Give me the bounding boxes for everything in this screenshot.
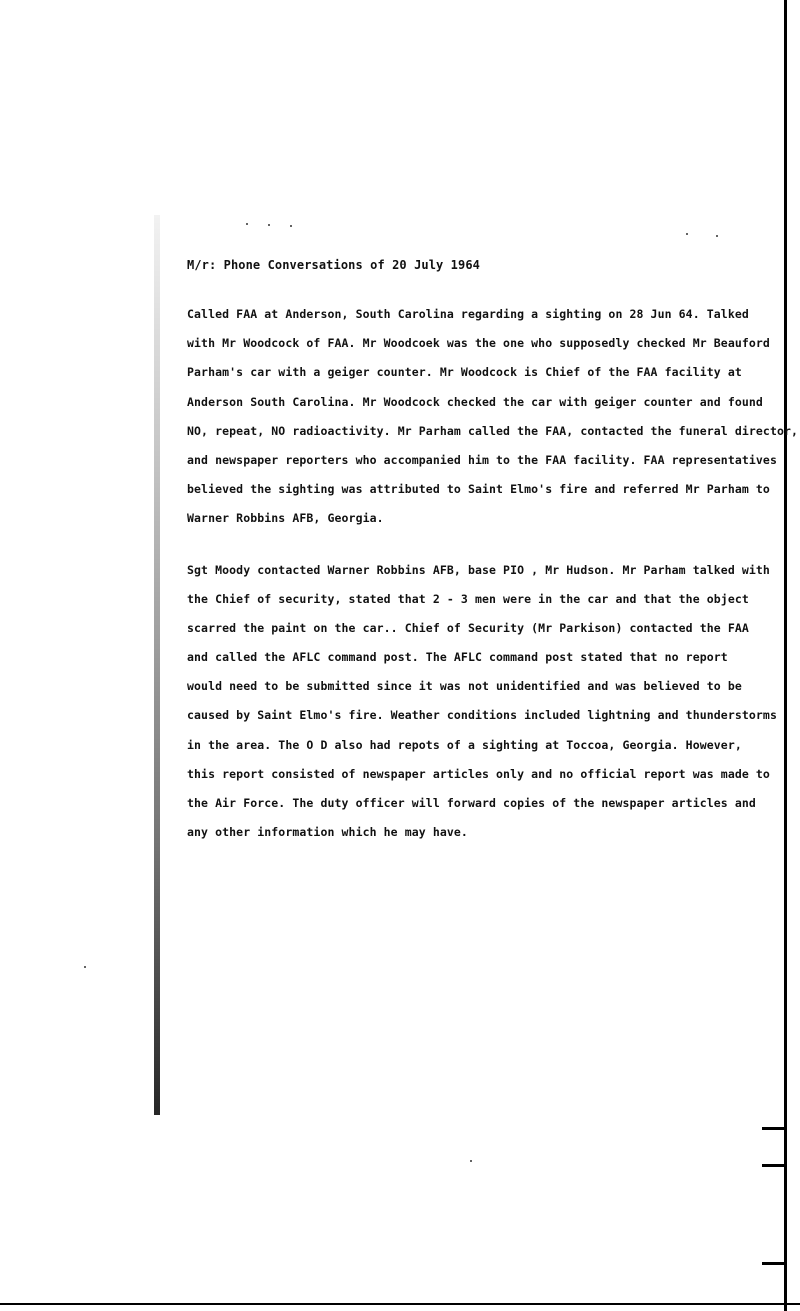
paragraph-1 <box>187 300 799 534</box>
text-line: and newspaper reporters who accompanied him to the FAA facility. FAA representatives <box>187 452 777 467</box>
scan-speck <box>470 1160 472 1162</box>
scan-edge-tick <box>762 1262 786 1265</box>
scan-speck <box>268 224 270 226</box>
text-line: Called FAA at Anderson, South Carolina regarding a sighting on 28 Jun 64. Talked <box>187 307 749 321</box>
scan-edge-tick <box>762 1127 786 1130</box>
scan-bottom-edge <box>0 1303 800 1305</box>
text-line: this report consisted of newspaper articles only and no official report was made to <box>187 766 770 781</box>
text-line: Warner Robbins AFB, Georgia. <box>187 511 384 526</box>
text-line: Parham's car with a geiger counter. Mr Woodcock is Chief of the FAA facility at <box>187 365 742 380</box>
text-line: caused by Saint Elmo's fire. Weather conditions included lightning and thunderstorms <box>187 708 777 723</box>
text-line: Anderson South Carolina. Mr Woodcock checked the car with geiger counter and found <box>187 394 763 409</box>
scan-speck <box>290 225 292 227</box>
text-line: would need to be submitted since it was not unidentified and was believed to be <box>187 679 742 694</box>
paragraph-2 <box>187 556 787 848</box>
text-line: NO, repeat, NO radioactivity. Mr Parham called the FAA, contacted the funeral director, <box>187 423 799 438</box>
scan-speck <box>716 235 718 237</box>
scan-binding-shadow <box>154 215 160 1115</box>
text-line: believed the sighting was attributed to Saint Elmo's fire and referred Mr Parham to <box>187 482 770 497</box>
text-line: the Chief of security, stated that 2 - 3 men were in the car and that the object <box>187 591 749 606</box>
scan-speck <box>246 223 248 225</box>
text-line: in the area. The O D also had repots of a sighting at Toccoa, Georgia. However, <box>187 737 742 752</box>
text-line: with Mr Woodcock of FAA. Mr Woodcoek was the one who supposedly checked Mr Beauford <box>187 336 770 351</box>
scan-edge-tick <box>762 1164 786 1167</box>
scan-speck <box>84 966 86 968</box>
memo-body <box>187 253 799 869</box>
text-line: scarred the paint on the car.. Chief of Security (Mr Parkison) contacted the FAA <box>187 620 749 635</box>
text-line: and called the AFLC command post. The AFLC command post stated that no report <box>187 650 728 665</box>
memo-heading: M/r: Phone Conversations of 20 July 1964 <box>187 258 480 272</box>
text-line: any other information which he may have. <box>187 825 468 840</box>
scan-speck <box>686 233 688 235</box>
text-line: Sgt Moody contacted Warner Robbins AFB, base PIO , Mr Hudson. Mr Parham talked with <box>187 562 770 577</box>
text-line: the Air Force. The duty officer will forward copies of the newspaper articles and <box>187 796 756 810</box>
